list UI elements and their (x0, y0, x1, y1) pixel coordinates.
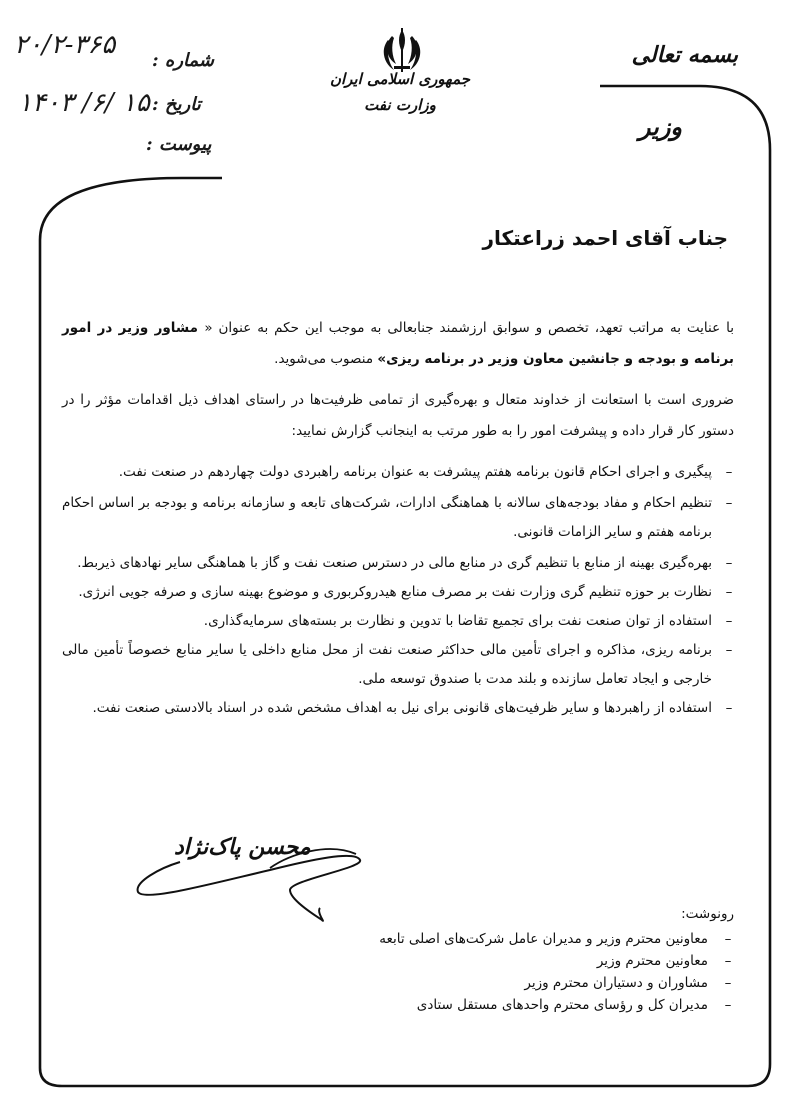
duty-item (62, 458, 738, 487)
appointment-position: مشاور وزیر در امور برنامه و بودجه و جانشین معاون وزیر در برنامه ریزی» (62, 320, 734, 367)
cc-text: معاونین محترم وزیر و مدیران عامل شرکت‌های اصلی تابعه (379, 931, 708, 947)
appointment-text: با عنایت به مراتب تعهد، تخصص و سوابق ارزشمند جنابعالی به موجب این حکم به عنوان « (204, 320, 734, 336)
bullet-dash: – (725, 555, 733, 571)
duty-item (62, 578, 738, 607)
republic-name: جمهوری اسلامی ایران (329, 70, 471, 88)
number-label: شماره : (152, 50, 215, 71)
reference-number: ۲۰/۲-۳۶۵ (14, 30, 116, 60)
duty-item (62, 489, 738, 547)
handwritten-signature (120, 820, 450, 930)
duty-text: استفاده از توان صنعت نفت برای تجمیع تقاضا با تدوین و نظارت بر بسته‌های سرمایه‌گذاری. (203, 613, 712, 629)
cc-text: مشاوران و دستیاران محترم وزیر (524, 975, 708, 991)
iran-emblem-icon (380, 26, 424, 74)
duty-item (62, 607, 738, 636)
duty-item (62, 549, 738, 578)
bullet-dash: – (724, 931, 732, 947)
minister-title: وزیر (638, 112, 682, 141)
bullet-dash: – (725, 642, 733, 658)
recipient-name: جناب آقای احمد زراعتکار (482, 226, 728, 250)
duty-text: نظارت بر حوزه تنظیم گری وزارت نفت بر مصرف منابع هیدروکربوری و موضوع بهینه سازی و صرفه جویی انرژی. (78, 584, 712, 600)
duty-item (62, 636, 738, 694)
ministry-name: وزارت نفت (364, 96, 436, 114)
duty-text: برنامه ریزی، مذاکره و اجرای تأمین مالی حداکثر صنعت نفت از محل منابع داخلی یا سایر منابع خصوصاً تأمین مالی خارجی و ایجاد تعامل سازنده و بلند مدت با صندوق توسعه ملی. (62, 642, 712, 687)
bullet-dash: – (724, 953, 732, 969)
cc-item (379, 994, 736, 1016)
cc-list (379, 928, 736, 1016)
letter-date: ۱۴۰۳ /۶/ ۱۵ (18, 88, 150, 118)
cc-item (379, 928, 736, 950)
instruction-paragraph: ضروری است با استعانت از خداوند متعال و بهره‌گیری از تمامی ظرفیت‌ها در راستای اهداف ذیل اقدامات مؤثر را در دستور کار قرار داده و پیشرفت امور را به طور مرتب به اینجانب گزارش نمایید: (62, 392, 734, 439)
duty-item (62, 694, 738, 723)
duty-text: تنظیم احکام و مفاد بودجه‌های سالانه با هماهنگی ادارات، شرکت‌های تابعه و سازمانه برنامه و بودجه بر اساس احکام برنامه هفتم و سایر الزامات قانونی. (62, 495, 712, 540)
cc-text: مدیران کل و رؤسای محترم واحدهای مستقل ستادی (416, 997, 708, 1013)
duty-text: پیگیری و اجرای احکام قانون برنامه هفتم پیشرفت به عنوان برنامه راهبردی دولت چهاردهم در صنعت نفت. (118, 464, 712, 480)
cc-item (379, 972, 736, 994)
cc-item (379, 950, 736, 972)
duty-text: بهره‌گیری بهینه از منابع با تنظیم گری در منابع مالی در دسترس صنعت نفت و گاز با هماهنگی سایر نهادهای ذیربط. (77, 555, 712, 571)
appointment-end: منصوب می‌شوید. (274, 351, 378, 367)
cc-text: معاونین محترم وزیر (596, 953, 708, 969)
bullet-dash: – (724, 997, 732, 1013)
bullet-dash: – (725, 613, 733, 629)
attachment-label: پیوست : (146, 134, 212, 155)
bismillah-heading: بسمه تعالی (631, 42, 738, 68)
duties-list (62, 458, 738, 723)
bullet-dash: – (725, 495, 733, 511)
bullet-dash: – (725, 700, 733, 716)
date-label: تاریخ : (152, 94, 201, 115)
cc-title: رونوشت: (681, 906, 734, 922)
appointment-paragraph (62, 313, 734, 375)
bullet-dash: – (724, 975, 732, 991)
duty-text: استفاده از راهبردها و سایر ظرفیت‌های قانونی برای نیل به اهداف مشخص شده در اسناد بالادستی صنعت نفت. (92, 700, 712, 716)
bullet-dash: – (725, 584, 733, 600)
bullet-dash: – (725, 464, 733, 480)
signature-name: محسن پاک‌نژاد (174, 834, 311, 860)
